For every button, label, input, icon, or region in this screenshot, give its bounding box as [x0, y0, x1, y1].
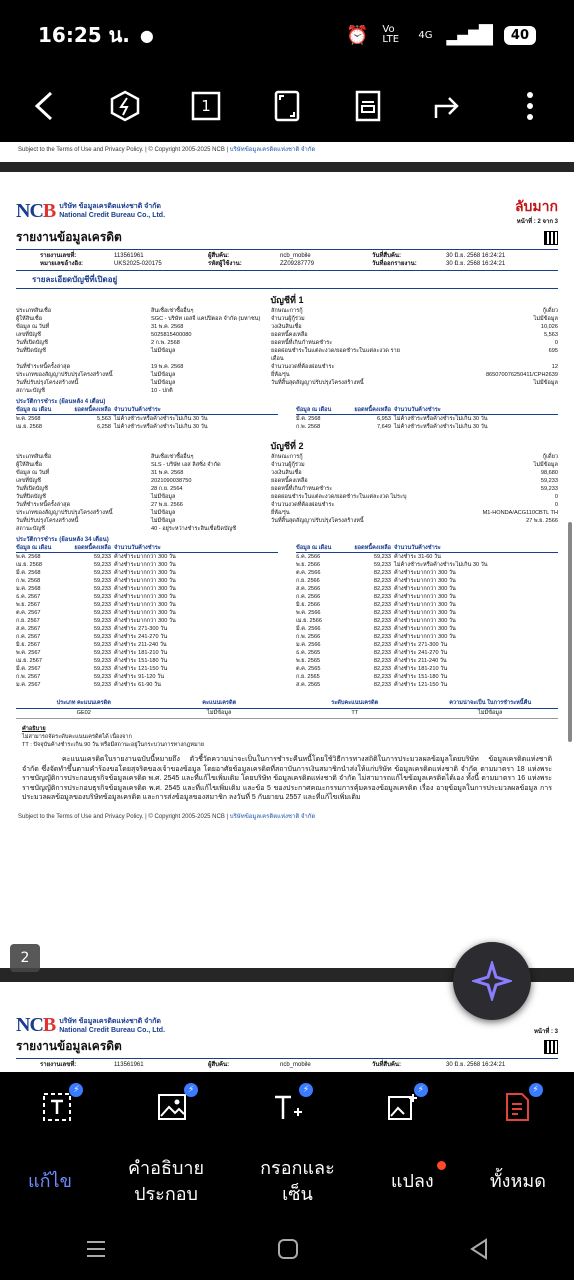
history-row: ธ.ค. 2566 59,233 ค้างชำระ 31-60 วัน: [296, 554, 441, 560]
pdf-tool[interactable]: [497, 1087, 537, 1127]
detail-cell: วันที่สิ้นสุดสัญญาปรับปรุงโครงสร้างหนี้: [271, 518, 364, 524]
detail-cell: จำนวนงวดที่ต้องผ่อนชำระ: [271, 502, 335, 508]
detail-cell: 27 พ.ย. 2566: [151, 502, 183, 508]
pdf-edit-icon: [502, 1092, 532, 1122]
ai-badge-icon: ⚡: [184, 1083, 198, 1097]
signal-label: 4G: [418, 29, 433, 41]
detail-cell: ผู้ให้สินเชื่อ: [16, 316, 43, 322]
detail-cell: ประเภทของสัญญาปรับปรุงโครงสร้างหนี้: [16, 510, 113, 516]
detail-cell: สินเชื่อเช่าซื้ออื่นๆ: [151, 454, 194, 460]
detail-cell: ประเภทสินเชื่อ: [16, 454, 52, 460]
history-row: ก.พ. 2567 59,233 ค้างชำระ 91-120 วัน: [16, 674, 165, 680]
detail-cell: 31 พ.ค. 2568: [151, 324, 184, 330]
chat-bubble-icon: ●: [139, 25, 154, 45]
detail-cell: 0: [554, 502, 558, 508]
history-row: ธ.ค. 2565 82,233 ค้างชำระ 241-270 วัน: [296, 650, 448, 656]
account-1-history: [0, 406, 574, 431]
detail-cell: ยอดหนี้คงเหลือ: [271, 332, 308, 338]
detail-cell: ลักษณะการกู้: [271, 308, 303, 314]
history-header: ข้อมูล ณ เดือน ยอดหนี้คงเหลือ จำนวนวันค้างชำระ: [16, 544, 278, 553]
detail-cell: วงเงินสินเชื่อ: [271, 470, 302, 476]
share-icon[interactable]: [433, 90, 465, 122]
pdf-page-2: NCB บริษัท ข้อมูลเครดิตแห่งชาติ จำกัด National Credit Bureau Co., Ltd. ลับมาก หน้าที่ : 2 จาก 3 รายงานข้อมูลเครดิต รายงานเลขที่: 113561961 ผู้สืบค้น: ncb_mobile วันที่สืบค้น: 30 มิ.ย. 2568 16:24:21 หมายเลขอ้างอิง: UKS2025-020175 รหัสผู้ใช้งาน: ZZ09287779 วันที่ออกรายงาน: 30 มิ.ย. 2568 16:24:21 รายละเอียดบัญชีที่เปิดอยู่ บัญชีที่ 1 ประเภทสินเชื่อ สินเชื่อเช่าซื้ออื่นๆ ลักษณะการกู้ กู้เดี่ยว ผู้ให้สินเชื่อ SGC - บริษัท เอสจี แคปปิตอล จำกัด (มหาชน) จำนวนผู้กู้ร่วม ไม่มีข้อมูล ข้อมูล ณ วันที่ 31 พ.ค. 2568 วงเงินสินเชื่อ 10,026 เลขที่บัญชี 5025815400080 ยอดหนี้คงเหลือ 5,563 วันที่เปิดบัญชี 2 ก.พ. 2568 ยอดหนี้ที่เกินกำหนดชำระ 0 วันที่ปิดบัญชี ไม่มีข้อมูล ยอดผ่อนชำระในแต่ละงวด/ยอดชำระในแต่ละงวด รายเดือน 695 วันที่ชำระหนี้ครั้งล่าสุด 19 พ.ค. 2568 จำนวนงวดที่ต้องผ่อนชำระ 12 ประเภทของสัญญาปรับปรุงโครงสร้างหนี้ ไม่มีข้อมูล ยี่ห้อ/รุ่น 865070076250411/CPH2639 วันที่ปรับปรุงโครงสร้างหนี้ ไม่มีข้อมูล วันที่สิ้นสุดสัญญาปรับปรุงโครงสร้างหนี้ ไม่มีข้อมูล สถานะบัญชี 10 - ปกติ ประวัติการชำระ (ย้อนหลัง 4 เดือน) ข้อมูล ณ เดือน ยอดหนี้คงเหลือ จำนวนวันค้างชำระ พ.ค. 2568 5,563 ไม่ค้างชำระหรือค้างชำระไม่เกิน 30 วัน เม.ย. 2568 6,258 ไม่ค้างชำระหรือค้างชำระไม่เกิน 30 วัน ข้อมูล ณ เดือน ยอดหนี้คงเหลือ จำนวนวันค้างชำระ มี.ค. 2568 6,953 ไม่ค้างชำระหรือค้างชำระไม่เกิน 30 วัน ก.พ. 2568 7,649 ไม่ค้างชำระหรือค้างชำระไม่เกิน 30 วัน บัญชีที่ 2 ประเภทสินเชื่อ สินเชื่อเช่าซื้ออื่นๆ ลักษณะการกู้ กู้เดี่ยว ผู้ให้สินเชื่อ SLS - บริษัท เอส ลิสซิ่ง จำกัด จำนวนผู้กู้ร่วม ไม่มีข้อมูล ข้อมูล ณ วันที่ 31 พ.ค. 2568 วงเงินสินเชื่อ 98,680 เลขที่บัญชี 2021090038750 ยอดหนี้คงเหลือ 59,233 วันที่เปิดบัญชี 28 ก.ย. 2564 ยอดหนี้ที่เกินกำหนดชำระ 59,233 วันที่ปิดบัญชี ไม่มีข้อมูล ยอดผ่อนชำระในแต่ละงวด/ยอดชำระในแต่ละงวด ไม่ระบุ 0 วันที่ชำระหนี้ครั้งล่าสุด 27 พ.ย. 2566 จำนวนงวดที่ต้องผ่อนชำระ 0 ประเภทของสัญญาปรับปรุงโครงสร้างหนี้ ไม่มีข้อมูล ยี่ห้อ/รุ่น M1-HONDA/ACG110CBTL TH วันที่ปรับปรุงโครงสร้างหนี้ ไม่มีข้อมูล วันที่สิ้นสุดสัญญาปรับปรุงโครงสร้างหนี้ 27 พ.ย. 2566 สถานะบัญชี 40 - อยู่ระหว่างชำระสินเชื่อปิดบัญชี ประวัติการชำระ (ย้อนหลัง 34 เดือน) ข้อมูล ณ เดือน ยอดหนี้คงเหลือ จำนวนวันค้างชำระ พ.ค. 2568 59,233 ค้างชำระมากกว่า 300 วัน เม.ย. 2568 59,233 ค้างชำระมากกว่า 300 วัน มี.ค. 2568 59,233 ค้างชำระมากกว่า 300 วัน ก.พ. 2568 59,233 ค้างชำระมากกว่า 300 วัน ม.ค. 2568 59,233 ค้างชำระมากกว่า 300 วัน ธ.ค. 2567 59,233 ค้างชำระมากกว่า 300 วัน พ.ย. 2567 59,233 ค้างชำระมากกว่า 300 วัน ต.ค. 2567 59,233 ค้างชำระมากกว่า 300 วัน ก.ย. 2567 59,233 ค้างชำระมากกว่า 300 วัน ส.ค. 2567 59,233 ค้างชำระ 271-300 วัน ก.ค. 2567 59,233 ค้างชำระ 241-270 วัน มิ.ย. 2567 59,233 ค้างชำระ 211-240 วัน พ.ค. 2567 59,233 ค้างชำระ 181-210 วัน เม.ย. 2567 59,233 ค้างชำระ 151-180 วัน มี.ค. 2567 59,233 ค้างชำระ 121-150 วัน ก.พ. 2567 59,233 ค้างชำระ 91-120 วัน ม.ค. 2567 59,233 ค้างชำระ 61-90 วัน ข้อมูล ณ เดือน ยอดหนี้คงเหลือ จำนวนวันค้างชำระ ธ.ค. 2566 59,233 ค้างชำระ 31-60 วัน พ.ย. 2566 59,233 ไม่ค้างชำระหรือค้างชำระไม่เกิน 30 วัน ต.ค. 2566 82,233 ค้างชำระมากกว่า 300 วัน ก.ย. 2566 82,233 ค้างชำระมากกว่า 300 วัน ส.ค. 2566 82,233 ค้างชำระมากกว่า 300 วัน ก.ค. 2566 82,233 ค้างชำระมากกว่า 300 วัน มิ.ย. 2566 82,233 ค้างชำระมากกว่า 300 วัน พ.ค. 2566 82,233 ค้างชำระมากกว่า 300 วัน เม.ย. 2566 82,233 ค้างชำระมากกว่า 300 วัน มี.ค. 2566 82,233 ค้างชำระมากกว่า 300 วัน ก.พ. 2566 82,233 ค้างชำระมากกว่า 300 วัน ม.ค. 2566 82,233 ค้างชำระ 271-300 วัน ธ.ค. 2565 82,233 ค้างชำระ 241-270 วัน พ.ย. 2565 82,233 ค้างชำระ 211-240 วัน ต.ค. 2565 82,233 ค้างชำระ 181-210 วัน ก.ย. 2565 82,233 ค้างชำระ 151-180 วัน ส.ค. 2565 82,233 ค้างชำระ 121-150 วัน ประเภท คะแนนเครดิต คะแนนเครดิต ระดับคะแนนเครดิต ความน่าจะเป็น ในการชำระหนี้คืน GE02 ไม่มีข้อมูล TT ไม่มีข้อมูล คำอธิบาย ไม่สามารถจัดระดับคะแนนเครดิตได้ เนื่องจาก TT : ปัจจุบันค้างชำระเกิน 90 วัน หรือมีสถานะอยู่ในกระบวนการทางกฎหมาย คะแนนเครดิตในรายงานฉบับนี้หมายถึง ตัวชี้วัดความน่าจะเป็นในการชำระคืนหนี้โดยใช้วิธีการทางสถิติในการประมวลผลข้อมูลโดยบริษัท ข้อมูลเครดิตแห่งชาติ จำกัด ซึ่งจัดทำขึ้นตามคำร้องขอโดยสุจริตของเจ้าของข้อมูล โดยอาศัยข้อมูลเครดิตที่สถาบันการเงินสมาชิกนำส่งให้แก่บริษัท ข้อมูลเครดิตแห่งชาติ จำกัด ตามมาตรา 18 แห่งพระราชบัญญัติการประกอบธุรกิจข้อมูลเครดิต พ.ศ. 2545 และที่แก้ไขเพิ่มเติม โดยบริษัท ข้อมูลเครดิตแห่งชาติ จำกัด ไม่สามารถแก้ไขข้อมูลเครดิตได้เอง ทั้งนี้ ตามมาตรา 16 แห่งพระราชบัญญัติการประกอบธุรกิจข้อมูลเครดิต พ.ศ. 2545 และที่แก้ไขเพิ่มเติม และข้อ 5 ของประกาศคณะกรรมการคุ้มครองข้อมูลเครดิต เรื่อง อายุข้อมูลในการประมวลผลข้อมูล การประมวลผลข้อมูลของบริษัทข้อมูลเครดิต และการส่งข้อมูลของสมาชิก ลงวันที่ 5 กันยายน 2557 และที่แก้ไขเพิ่มเติม Subject to the Terms of Use and Privacy Policy. | © Copyright 2005-2025 NCB | บริษัทข้อมูลเครดิตแห่งชาติ จำกัด: [0, 172, 574, 968]
add-image-tool[interactable]: [382, 1087, 422, 1127]
detail-cell: [411, 387, 558, 395]
detail-cell: ไม่มีข้อมูล: [151, 518, 176, 524]
reading-mode-icon[interactable]: [352, 90, 384, 122]
add-text-icon: [272, 1092, 302, 1122]
history-row: ม.ค. 2567 59,233 ค้างชำระ 61-90 วัน: [16, 682, 161, 688]
alarm-icon: ⏰: [345, 24, 369, 46]
detail-cell: [271, 525, 411, 533]
ai-badge-icon: ⚡: [414, 1083, 428, 1097]
history-row: ม.ค. 2566 82,233 ค้างชำระ 271-300 วัน: [296, 642, 448, 648]
edit-image-tool[interactable]: [152, 1085, 195, 1127]
detail-cell: เลขที่บัญชี: [16, 478, 41, 484]
pdf-page-3-top: NCB บริษัท ข้อมูลเครดิตแห่งชาติ จำกัด National Credit Bureau Co., Ltd. หน้าที่ : 3 รายงานข้อมูลเครดิต รายงานเลขที่: 113561961 ผู้สืบค้น: ncb_mobile วันที่สืบค้น: 30 มิ.ย. 2568 16:24:21: [0, 982, 574, 1072]
qr-code-icon: [544, 1040, 558, 1054]
account-1-history-title: ประวัติการชำระ (ย้อนหลัง 4 เดือน): [16, 399, 106, 405]
ai-badge-icon: ⚡: [299, 1083, 313, 1097]
page-info: หน้าที่ : 2 จาก 3: [516, 219, 558, 225]
pdf-viewer[interactable]: [0, 142, 574, 1072]
detail-cell: SLS - บริษัท เอส ลิสซิ่ง จำกัด: [151, 462, 221, 468]
edit-text-tool[interactable]: [37, 1085, 80, 1127]
detail-cell: ไม่มีข้อมูล: [151, 380, 176, 386]
tab-all[interactable]: ทั้งหมด: [489, 1171, 546, 1192]
tab-edit[interactable]: แก้ไข: [28, 1171, 72, 1192]
detail-cell: 865070076250411/CPH2639: [485, 372, 558, 378]
detail-cell: จำนวนผู้กู้ร่วม: [271, 462, 305, 468]
history-row: ก.ย. 2566 82,233 ค้างชำระมากกว่า 300 วัน: [296, 578, 456, 584]
detail-cell: ข้อมูล ณ วันที่: [16, 470, 50, 476]
account-2-title: บัญชีที่ 2: [270, 441, 304, 451]
detail-cell: จำนวนงวดที่ต้องผ่อนชำระ: [271, 364, 335, 370]
history-row: พ.ค. 2568 59,233 ค้างชำระมากกว่า 300 วัน: [16, 554, 176, 560]
detail-cell: 10 - ปกติ: [151, 388, 173, 394]
report-title: รายงานข้อมูลเครดิต: [16, 230, 122, 244]
history-row: ธ.ค. 2567 59,233 ค้างชำระมากกว่า 300 วัน: [16, 594, 176, 600]
more-options-icon[interactable]: [514, 90, 546, 122]
account-2-history: [0, 544, 574, 689]
detail-cell: 5025815400080: [151, 332, 192, 338]
detail-cell: ไม่มีข้อมูล: [151, 348, 176, 354]
detail-cell: สถานะบัญชี: [16, 388, 45, 394]
detail-cell: 695: [548, 348, 558, 354]
history-row: ต.ค. 2567 59,233 ค้างชำระมากกว่า 300 วัน: [16, 610, 176, 616]
footer-link[interactable]: บริษัทข้อมูลเครดิตแห่งชาติ จำกัด: [229, 147, 316, 153]
history-row: ต.ค. 2566 82,233 ค้างชำระมากกว่า 300 วัน: [296, 570, 456, 576]
history-row: ส.ค. 2567 59,233 ค้างชำระ 271-300 วัน: [16, 626, 168, 632]
ai-hexagon-icon[interactable]: [109, 90, 141, 122]
history-row: ก.ค. 2567 59,233 ค้างชำระ 241-270 วัน: [16, 634, 168, 640]
fullscreen-icon[interactable]: [271, 90, 303, 122]
detail-cell: [271, 387, 411, 395]
report-header-table: รายงานเลขที่: 113561961 ผู้สืบค้น: ncb_mobile วันที่สืบค้น: 30 มิ.ย. 2568 16:24:21 หมายเลขอ้างอิง: UKS2025-020175 รหัสผู้ใช้งาน: ZZ09287779 วันที่ออกรายงาน: 30 มิ.ย. 2568 16:24:21: [16, 249, 558, 271]
history-header: ข้อมูล ณ เดือน ยอดหนี้คงเหลือ จำนวนวันค้างชำระ: [296, 406, 558, 415]
detail-cell: 31 พ.ค. 2568: [151, 470, 184, 476]
history-row: มี.ค. 2567 59,233 ค้างชำระ 121-150 วัน: [16, 666, 168, 672]
detail-cell: ข้อมูล ณ วันที่: [16, 324, 50, 330]
account-1-details: [0, 307, 574, 395]
detail-cell: 27 พ.ย. 2566: [526, 518, 558, 524]
ai-badge-icon: ⚡: [529, 1083, 543, 1097]
detail-cell: ไม่มีข้อมูล: [151, 494, 176, 500]
pdf-page-1-bottom: Subject to the Terms of Use and Privacy Policy. | © Copyright 2005-2025 NCB | บริษัทข้อมูลเครดิตแห่งชาติ จำกัด: [0, 142, 574, 162]
detail-cell: สถานะบัญชี: [16, 526, 45, 532]
detail-cell: กู้เดี่ยว: [542, 454, 558, 460]
footer-link[interactable]: บริษัทข้อมูลเครดิตแห่งชาติ จำกัด: [229, 813, 316, 820]
ncb-logo: NCB บริษัท ข้อมูลเครดิตแห่งชาติ จำกัด National Credit Bureau Co., Ltd.: [16, 1014, 166, 1036]
detail-cell: ยอดหนี้คงเหลือ: [271, 478, 308, 484]
edit-text-icon: [42, 1092, 72, 1122]
explanation: คำอธิบาย ไม่สามารถจัดระดับคะแนนเครดิตได้ เนื่องจาก TT : ปัจจุบันค้างชำระเกิน 90 วัน หรือมีสถานะอยู่ในกระบวนการทางกฎหมาย คะแนนเครดิตในรายงานฉบับนี้หมายถึง ตัวชี้วัดความน่าจะเป็นในการชำระคืนหนี้โดยใช้วิธีการทางสถิติในการประมวลผลข้อมูลโดยบริษัท ข้อมูลเครดิตแห่งชาติ จำกัด ซึ่งจัดทำขึ้นตามคำร้องขอโดยสุจริตของเจ้าของข้อมูล โดยอาศัยข้อมูลเครดิตที่สถาบันการเงินสมาชิกนำส่งให้แก่บริษัท ข้อมูลเครดิตแห่งชาติ จำกัด ตามมาตรา 18 แห่งพระราชบัญญัติการประกอบธุรกิจข้อมูลเครดิต พ.ศ. 2545 และที่แก้ไขเพิ่มเติม โดยบริษัท ข้อมูลเครดิตแห่งชาติ จำกัด ไม่สามารถแก้ไขข้อมูลเครดิตได้เอง ทั้งนี้ ตามมาตรา 16 แห่งพระราชบัญญัติการประกอบธุรกิจข้อมูลเครดิต พ.ศ. 2545 และที่แก้ไขเพิ่มเติม และข้อ 5 ของประกาศคณะกรรมการคุ้มครองข้อมูลเครดิต เรื่อง อายุข้อมูลในการประมวลผลข้อมูล การประมวลผลข้อมูลของบริษัทข้อมูลเครดิต และการส่งข้อมูลของสมาชิก ลงวันที่ 5 กันยายน 2557 และที่แก้ไขเพิ่มเติม: [22, 726, 552, 801]
history-row: พ.ย. 2566 59,233 ไม่ค้างชำระหรือค้างชำระไม่เกิน 30 วัน: [296, 562, 488, 568]
notification-dot: [437, 1161, 446, 1170]
detail-cell: กู้เดี่ยว: [542, 308, 558, 314]
history-row: ต.ค. 2565 82,233 ค้างชำระ 181-210 วัน: [296, 666, 448, 672]
history-row: พ.ค. 2566 82,233 ค้างชำระมากกว่า 300 วัน: [296, 610, 456, 616]
detail-cell: ยอดผ่อนชำระในแต่ละงวด/ยอดชำระในแต่ละงวด ไม่ระบุ: [271, 494, 407, 500]
detail-cell: ไม่มีข้อมูล: [151, 510, 176, 516]
detail-cell: 5,563: [544, 332, 558, 338]
tab-annotate[interactable]: คำอธิบาย ประกอบ: [128, 1158, 205, 1205]
history-row: ก.พ. 2568 59,233 ค้างชำระมากกว่า 300 วัน: [16, 578, 176, 584]
detail-cell: ผู้ให้สินเชื่อ: [16, 462, 43, 468]
history-row: ก.ย. 2565 82,233 ค้างชำระ 151-180 วัน: [296, 674, 448, 680]
account-2-history-title: ประวัติการชำระ (ย้อนหลัง 34 เดือน): [16, 537, 109, 543]
history-row: พ.ย. 2567 59,233 ค้างชำระมากกว่า 300 วัน: [16, 602, 176, 608]
add-text-tool[interactable]: [267, 1085, 310, 1127]
detail-cell: 12: [551, 364, 558, 370]
battery-icon: 40: [504, 26, 536, 45]
detail-cell: วันที่เปิดบัญชี: [16, 486, 48, 492]
image-icon: [157, 1092, 187, 1122]
detail-cell: ยอดหนี้ที่เกินกำหนดชำระ: [271, 340, 333, 346]
page-number-label: 1: [201, 97, 211, 115]
history-row: ก.พ. 2568 7,649 ไม่ค้างชำระหรือค้างชำระไม่เกิน 30 วัน: [296, 424, 488, 430]
detail-cell: ประเภทสินเชื่อ: [16, 308, 52, 314]
detail-cell: ไม่มีข้อมูล: [533, 380, 558, 386]
history-row: พ.ย. 2565 82,233 ค้างชำระ 211-240 วัน: [296, 658, 447, 664]
detail-cell: 10,026: [540, 324, 558, 330]
detail-cell: เลขที่บัญชี: [16, 332, 41, 338]
detail-cell: วันที่ปรับปรุงโครงสร้างหนี้: [16, 518, 79, 524]
page-number-button[interactable]: [190, 90, 222, 122]
detail-cell: 59,233: [540, 486, 558, 492]
detail-cell: 98,680: [540, 470, 558, 476]
detail-cell: 0: [554, 340, 558, 346]
history-row: พ.ค. 2568 5,563 ไม่ค้างชำระหรือค้างชำระไม่เกิน 30 วัน: [16, 416, 208, 422]
account-1-title: บัญชีที่ 1: [270, 295, 304, 305]
detail-cell: SGC - บริษัท เอสจี แคปปิตอล จำกัด (มหาชน): [151, 316, 261, 322]
history-header: ข้อมูล ณ เดือน ยอดหนี้คงเหลือ จำนวนวันค้างชำระ: [16, 406, 278, 415]
history-row: เม.ย. 2568 6,258 ไม่ค้างชำระหรือค้างชำระไม่เกิน 30 วัน: [16, 424, 208, 430]
detail-cell: วันที่ชำระหนี้ครั้งล่าสุด: [16, 502, 71, 508]
confidential-label: ลับมาก: [514, 198, 558, 214]
back-arrow-icon[interactable]: [28, 90, 60, 122]
history-header: ข้อมูล ณ เดือน ยอดหนี้คงเหลือ จำนวนวันค้างชำระ: [296, 544, 558, 553]
detail-cell: M1-HONDA/ACG110CBTL TH: [482, 510, 558, 516]
home-icon[interactable]: [277, 1238, 299, 1264]
history-row: มี.ค. 2566 82,233 ค้างชำระมากกว่า 300 วัน: [296, 626, 456, 632]
detail-cell: ลักษณะการกู้: [271, 454, 303, 460]
detail-cell: ไม่มีข้อมูล: [533, 316, 558, 322]
add-image-icon: [387, 1092, 417, 1122]
history-row: ม.ค. 2568 59,233 ค้างชำระมากกว่า 300 วัน: [16, 586, 176, 592]
page-indicator: 2: [10, 944, 40, 972]
history-row: มี.ค. 2568 59,233 ค้างชำระมากกว่า 300 วัน: [16, 570, 176, 576]
detail-cell: วันที่ปิดบัญชี: [16, 348, 46, 354]
ai-assistant-button[interactable]: [453, 942, 531, 1020]
credit-score-table: ประเภท คะแนนเครดิต คะแนนเครดิต ระดับคะแนนเครดิต ความน่าจะเป็น ในการชำระหนี้คืน GE02 ไม่มีข้อมูล TT ไม่มีข้อมูล: [16, 699, 558, 719]
detail-cell: ยอดผ่อนชำระในแต่ละงวด/ยอดชำระในแต่ละงวด รายเดือน: [271, 348, 400, 362]
detail-cell: วันที่ปรับปรุงโครงสร้างหนี้: [16, 380, 79, 386]
tab-fill-sign[interactable]: กรอกและ เซ็น: [260, 1158, 335, 1205]
detail-cell: ยี่ห้อ/รุ่น: [271, 510, 290, 516]
history-row: ก.ค. 2566 82,233 ค้างชำระมากกว่า 300 วัน: [296, 594, 456, 600]
detail-cell: วันที่ชำระหนี้ครั้งล่าสุด: [16, 364, 71, 370]
detail-cell: วันที่ปิดบัญชี: [16, 494, 46, 500]
history-row: มิ.ย. 2567 59,233 ค้างชำระ 211-240 วัน: [16, 642, 167, 648]
detail-cell: 2 ก.พ. 2568: [151, 340, 180, 346]
detail-cell: [411, 525, 558, 533]
detail-cell: 19 พ.ค. 2568: [151, 364, 184, 370]
detail-cell: วันที่เปิดบัญชี: [16, 340, 48, 346]
history-row: ส.ค. 2566 82,233 ค้างชำระมากกว่า 300 วัน: [296, 586, 456, 592]
section-title: รายละเอียดบัญชีที่เปิดอยู่: [16, 271, 558, 289]
account-2-details: [0, 453, 574, 533]
volte-indicator: Vo LTE: [382, 24, 400, 45]
history-row: มิ.ย. 2566 82,233 ค้างชำระมากกว่า 300 วัน: [296, 602, 456, 608]
detail-cell: จำนวนผู้กู้ร่วม: [271, 316, 305, 322]
detail-cell: ยี่ห้อ/รุ่น: [271, 372, 290, 378]
detail-cell: ประเภทของสัญญาปรับปรุงโครงสร้างหนี้: [16, 372, 113, 378]
history-row: เม.ย. 2566 82,233 ค้างชำระมากกว่า 300 วัน: [296, 618, 456, 624]
detail-cell: ไม่มีข้อมูล: [151, 372, 176, 378]
history-row: ส.ค. 2565 82,233 ค้างชำระ 121-150 วัน: [296, 682, 448, 688]
qr-code-icon: [544, 231, 558, 245]
top-toolbar: [0, 70, 574, 142]
history-row: ก.ย. 2567 59,233 ค้างชำระมากกว่า 300 วัน: [16, 618, 176, 624]
detail-cell: ยอดหนี้ที่เกินกำหนดชำระ: [271, 486, 333, 492]
sparkle-icon: [472, 961, 512, 1001]
ai-badge-icon: ⚡: [69, 1083, 83, 1097]
detail-cell: 59,233: [540, 478, 558, 484]
clock: 16:25 น.: [38, 23, 130, 47]
detail-cell: วันที่สิ้นสุดสัญญาปรับปรุงโครงสร้างหนี้: [271, 380, 364, 386]
recent-apps-icon[interactable]: [85, 1239, 107, 1263]
history-row: เม.ย. 2568 59,233 ค้างชำระมากกว่า 300 วัน: [16, 562, 176, 568]
detail-cell: 40 - อยู่ระหว่างชำระสินเชื่อปิดบัญชี: [151, 526, 237, 532]
detail-cell: 28 ก.ย. 2564: [151, 486, 183, 492]
history-row: มี.ค. 2568 6,953 ไม่ค้างชำระหรือค้างชำระไม่เกิน 30 วัน: [296, 416, 488, 422]
detail-cell: 2021090038750: [151, 478, 192, 484]
ncb-logo: NCB บริษัท ข้อมูลเครดิตแห่งชาติ จำกัด National Credit Bureau Co., Ltd.: [16, 199, 166, 222]
scrollbar[interactable]: [568, 522, 572, 742]
signal-icon: ▂▄▆█: [446, 24, 490, 46]
status-bar: [0, 0, 574, 70]
tab-convert[interactable]: แปลง: [391, 1169, 434, 1195]
system-nav-bar: [0, 1222, 574, 1280]
history-row: ก.พ. 2566 82,233 ค้างชำระมากกว่า 300 วัน: [296, 634, 456, 640]
tool-row: [0, 1072, 574, 1142]
detail-cell: 0: [554, 494, 558, 500]
detail-cell: สินเชื่อเช่าซื้ออื่นๆ: [151, 308, 194, 314]
back-icon[interactable]: [469, 1238, 489, 1264]
bottom-tabs: [0, 1142, 574, 1222]
detail-cell: ไม่มีข้อมูล: [533, 462, 558, 468]
detail-cell: วงเงินสินเชื่อ: [271, 324, 302, 330]
history-row: เม.ย. 2567 59,233 ค้างชำระ 151-180 วัน: [16, 658, 168, 664]
history-row: พ.ค. 2567 59,233 ค้างชำระ 181-210 วัน: [16, 650, 168, 656]
